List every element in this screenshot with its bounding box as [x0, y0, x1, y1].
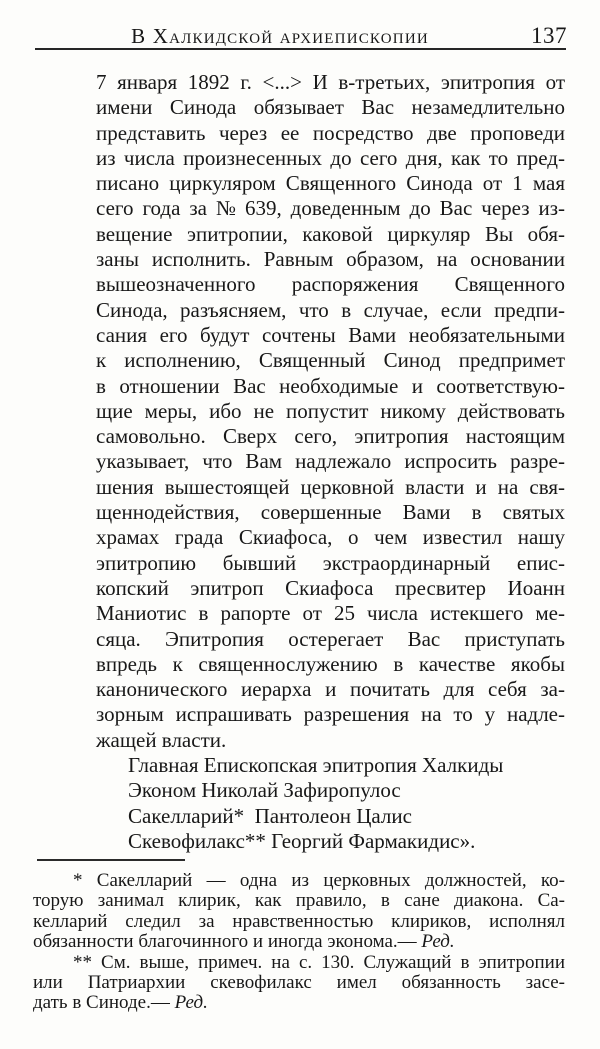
- signature-line: Скевофилакс** Георгий Фармакидис».: [128, 828, 476, 853]
- running-title: В Халкидской архиепископии: [131, 24, 429, 48]
- letter-line: имени Синода обязывает Вас незамедлительно: [96, 95, 565, 120]
- letter-line: зорным испрашивать разрешения на то у надле-: [96, 702, 565, 727]
- letter-line: Маниотис в рапорте от 25 числа истекшего ме-: [96, 601, 565, 626]
- footnote-1: [33, 871, 565, 953]
- letter-line: из числа произнесенных до сего дня, как то пред-: [96, 145, 565, 170]
- letter-line: указывает, что Вам надлежало испросить разре-: [96, 449, 565, 474]
- footnote-line: келларий следил за нравственностью клириков, исполнял: [33, 910, 565, 932]
- letter-body: [96, 70, 565, 854]
- letter-line: представить через ее посредство две проповеди: [96, 120, 565, 145]
- footnote-line: торую занимал клирик, как правило, в сане диакона. Са-: [33, 890, 565, 912]
- signature-line: Главная Епископская эпитропия Халкиды: [128, 753, 504, 778]
- footnote-2: [33, 953, 565, 1014]
- letter-line: вещение эпитропии, каковой циркуляр Вы обя-: [96, 221, 565, 246]
- signature-line: Эконом Николай Зафиропулос: [128, 778, 401, 803]
- footnote-2-last-line-text: дать в Синоде.—: [33, 992, 175, 1014]
- letter-line: копский эпитроп Скиафоса пресвитер Иоанн: [96, 575, 565, 600]
- letter-line: впредь к священнослужению в качестве якобы: [96, 651, 565, 676]
- signature-line: Сакелларий* Пантолеон Цалис: [128, 803, 412, 828]
- letter-line: самовольно. Сверх сего, эпитропия настоящим: [96, 424, 565, 449]
- letter-line: в отношении Вас необходимые и соответствую-: [96, 373, 565, 398]
- letter-line: эпитропию бывший экстраординарный епис-: [96, 550, 565, 575]
- letter-line: к исполнению, Священный Синод предпримет: [96, 348, 565, 373]
- letter-line: щеннодействия, совершенные Вами в святых: [96, 500, 565, 525]
- signature-block: [96, 753, 565, 854]
- letter-line: сего года за № 639, доведенным до Вас через из-: [96, 196, 565, 221]
- letter-line: заны исполнить. Равным образом, на основании: [96, 247, 565, 272]
- letter-line: храмах града Скиафоса, о чем известил нашу: [96, 525, 565, 550]
- footnote-line: ** См. выше, примеч. на с. 130. Служащий в эпитропии: [73, 951, 565, 973]
- letter-line: сяца. Эпитропия остерегает Вас приступать: [96, 626, 565, 651]
- footnote-1-lines: [33, 871, 565, 932]
- letter-last-line: жащей власти.: [96, 727, 227, 752]
- letter-line: канонического иерарха и почитать для себя за-: [96, 677, 565, 702]
- footnote-2-lines: [33, 953, 565, 994]
- footnote-2-last-line: [33, 993, 565, 1013]
- letter-line: шения вышестоящей церковной власти и на свя-: [96, 474, 565, 499]
- footnote-separator: [37, 859, 185, 861]
- footnote-line: или Патриархии скевофилакс имел обязанность засе-: [33, 972, 565, 994]
- letter-line: вышеозначенного распоряжения Священного: [96, 272, 565, 297]
- footnote-1-last-line: [33, 932, 565, 952]
- editor-mark: Ред.: [174, 992, 208, 1014]
- letter-line: писано циркуляром Священного Синода от 1 мая: [96, 171, 565, 196]
- footnote-1-last-line-text: обязанности благочинного и иногда эконома.—: [33, 931, 422, 953]
- footnote-line: * Сакелларий — одна из церковных должностей, ко-: [73, 870, 565, 891]
- page-number: 137: [531, 23, 567, 48]
- letter-line: Синода, разъясняем, что в случае, если предпи-: [96, 297, 565, 322]
- editor-mark: Ред.: [421, 931, 455, 953]
- letter-justified-lines: [96, 70, 565, 728]
- footnotes-block: [33, 871, 565, 1014]
- letter-line: сания его будут сочтены Вами необязательными: [96, 322, 565, 347]
- letter-line: 7 января 1892 г. <...> И в-третьих, эпитропия от: [96, 70, 565, 94]
- header-rule: [35, 48, 566, 50]
- letter-line: щие меры, ибо не попустит никому действовать: [96, 398, 565, 423]
